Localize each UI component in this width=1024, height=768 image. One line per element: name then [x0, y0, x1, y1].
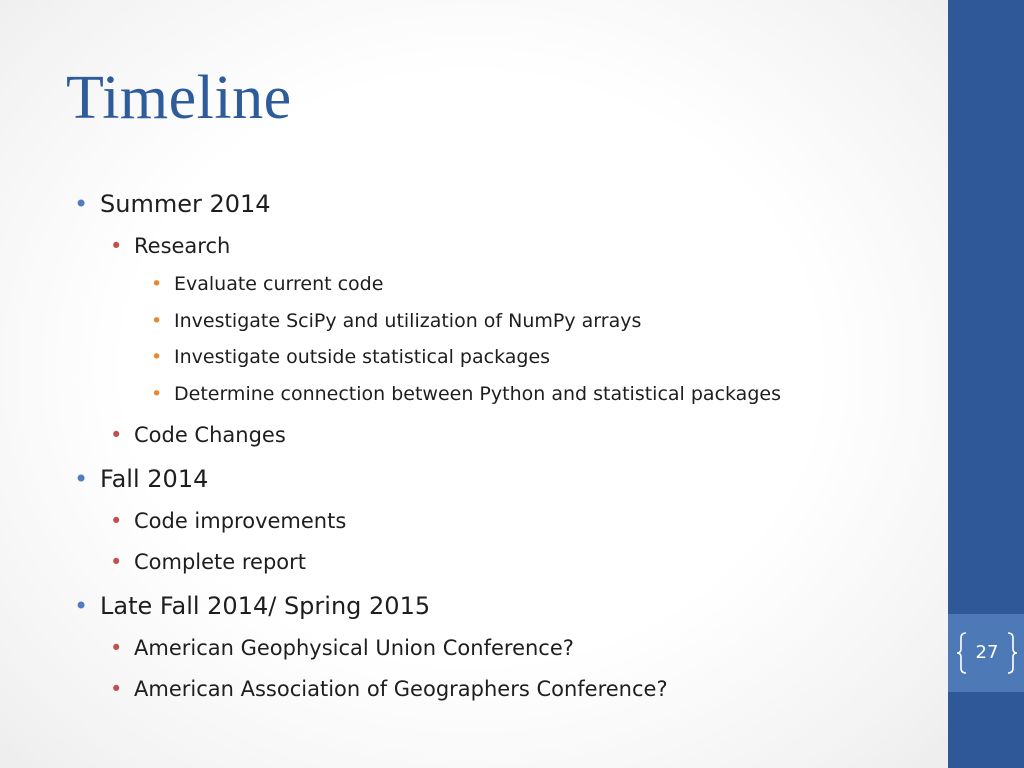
bullet-icon: • — [110, 423, 123, 447]
slide-title: Timeline — [66, 64, 292, 132]
bullet-icon: • — [151, 310, 163, 332]
list-item-text: Code Changes — [134, 423, 286, 447]
list-item-text: Complete report — [134, 550, 307, 574]
list-item — [110, 422, 286, 448]
bullet-icon: • — [151, 346, 163, 368]
list-item-text: Research — [134, 234, 231, 258]
list-item — [74, 190, 271, 218]
bullet-icon: • — [110, 636, 123, 660]
bullet-icon: • — [110, 234, 123, 258]
list-item — [110, 635, 574, 661]
page-number: 27 — [975, 642, 999, 663]
list-item-text: Summer 2014 — [100, 190, 271, 218]
list-item — [110, 508, 347, 534]
list-item-text: American Geophysical Union Conference? — [134, 636, 574, 660]
list-item-text: Fall 2014 — [100, 465, 209, 493]
bullet-icon: • — [74, 592, 89, 620]
bullet-icon: • — [110, 550, 123, 574]
list-item-text: American Association of Geographers Conference? — [134, 677, 668, 701]
list-item — [110, 233, 231, 259]
list-item-text: Investigate SciPy and utilization of NumPy arrays — [174, 310, 642, 332]
list-item-text: Evaluate current code — [174, 273, 384, 295]
bullet-icon: • — [74, 190, 89, 218]
list-item — [74, 592, 431, 620]
list-item — [151, 382, 781, 406]
bullet-icon: • — [151, 273, 163, 295]
bullet-icon: • — [151, 383, 163, 405]
list-item — [110, 676, 668, 702]
list-item — [74, 465, 209, 493]
list-item-text: Determine connection between Python and statistical packages — [174, 383, 781, 405]
bullet-icon: • — [74, 465, 89, 493]
list-item — [110, 549, 307, 575]
bullet-icon: • — [110, 677, 123, 701]
list-item — [151, 345, 551, 369]
list-item-text: Late Fall 2014/ Spring 2015 — [100, 592, 431, 620]
list-item-text: Investigate outside statistical packages — [174, 346, 551, 368]
bullet-icon: • — [110, 509, 123, 533]
list-item — [151, 309, 642, 333]
list-item — [151, 272, 384, 296]
list-item-text: Code improvements — [134, 509, 347, 533]
